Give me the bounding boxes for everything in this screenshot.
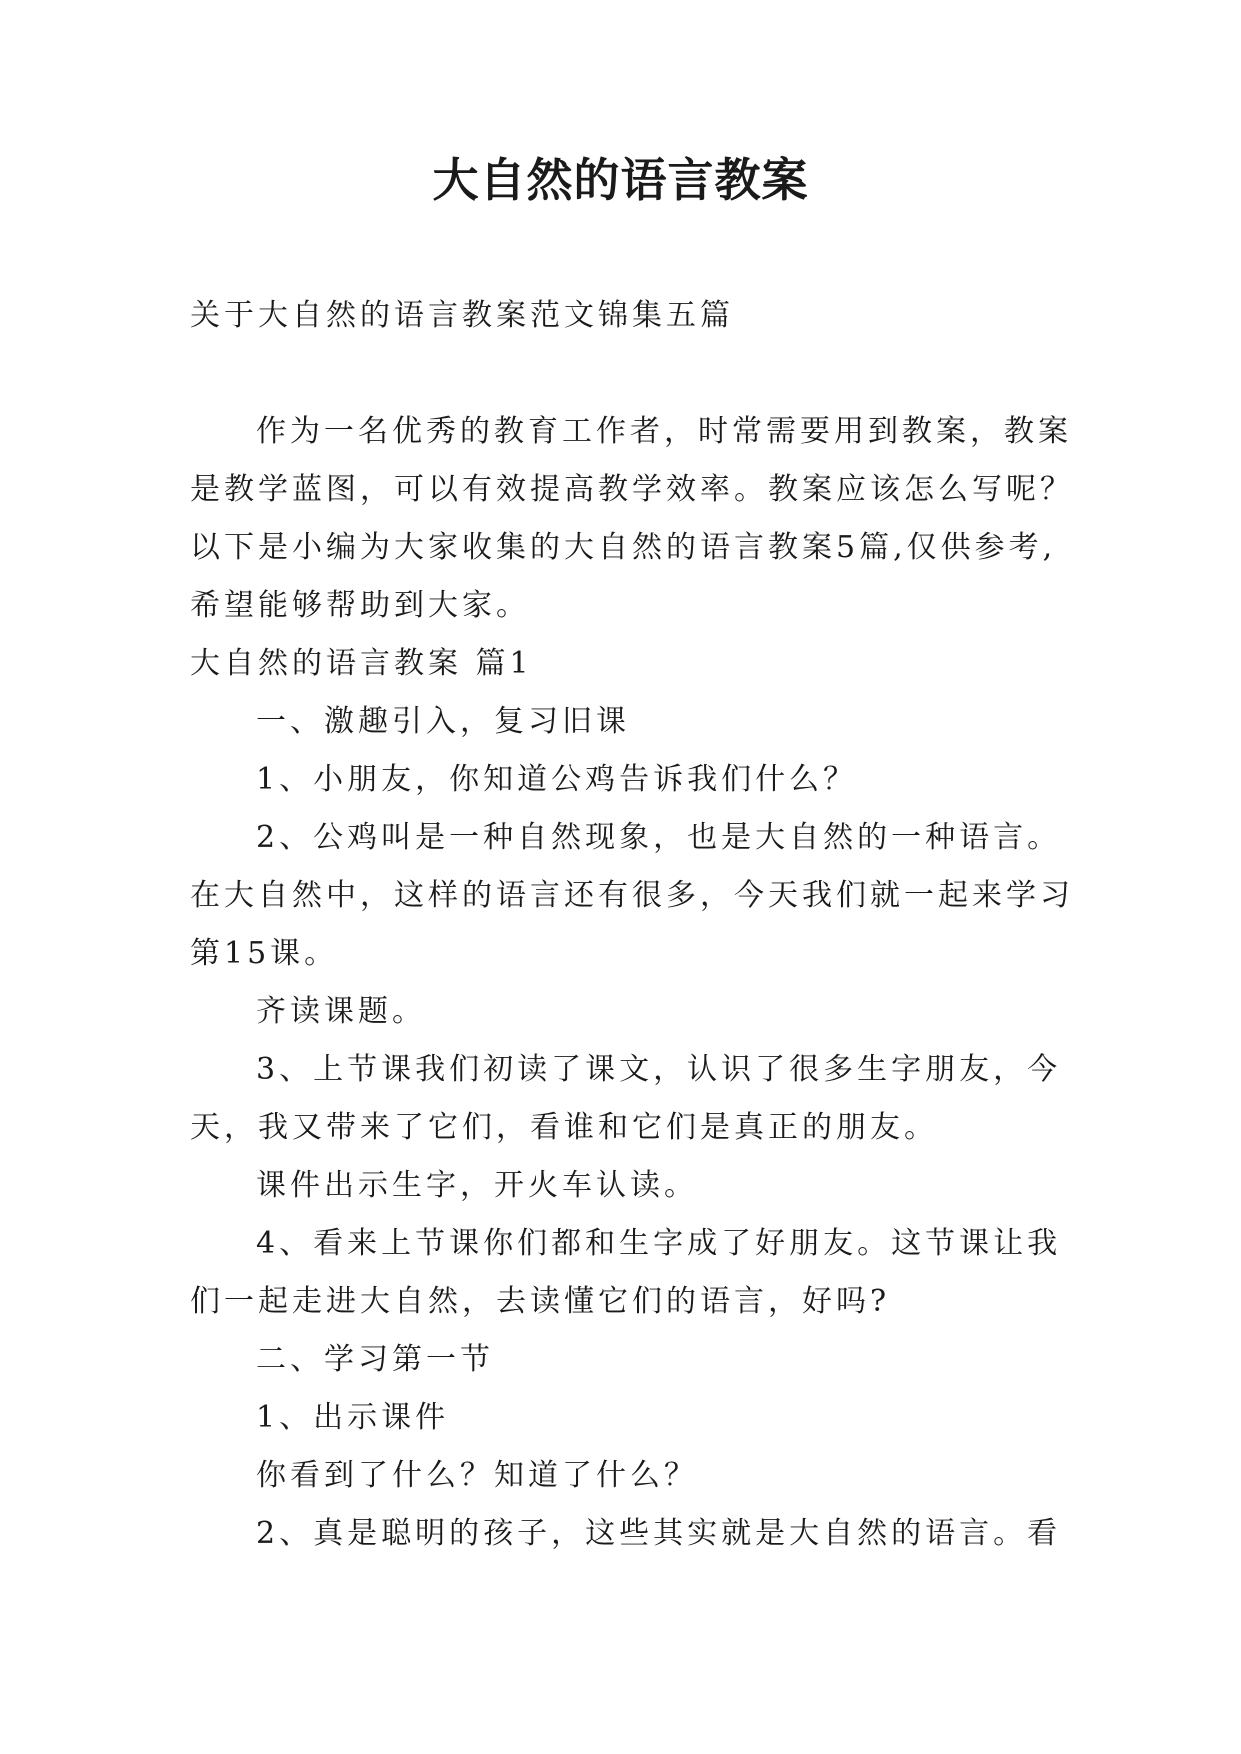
- paragraph-line: 在大自然中，这样的语言还有很多，今天我们就一起来学习: [190, 878, 1074, 913]
- paragraph-line: 2、公鸡叫是一种自然现象，也是大自然的一种语言。: [256, 820, 1062, 855]
- paragraph-line: 以下是小编为大家收集的大自然的语言教案5篇,仅供参考,: [190, 530, 1057, 565]
- paragraph-line: 作为一名优秀的教育工作者，时常需要用到教案，教案: [256, 414, 1072, 449]
- paragraph-line: 4、看来上节课你们都和生字成了好朋友。这节课让我: [256, 1226, 1062, 1261]
- paragraph-line: 课件出示生字，开火车认读。: [256, 1168, 698, 1203]
- paragraph-line: 是教学蓝图，可以有效提高教学效率。教案应该怎么写呢？: [190, 472, 1074, 507]
- document-title: 大自然的语言教案: [432, 153, 809, 207]
- paragraph-line: 一、激趣引入，复习旧课: [256, 704, 630, 739]
- paragraph-line: 2、真是聪明的孩子，这些其实就是大自然的语言。看: [256, 1516, 1062, 1551]
- paragraph-line: 你看到了什么？知道了什么？: [256, 1458, 698, 1493]
- paragraph-line: 希望能够帮助到大家。: [190, 588, 530, 623]
- paragraph-line: 二、学习第一节: [256, 1342, 494, 1377]
- paragraph-line: 第15课。: [190, 936, 339, 971]
- paragraph-line: 们一起走进大自然，去读懂它们的语言，好吗?: [190, 1284, 891, 1319]
- paragraph-line: 1、小朋友，你知道公鸡告诉我们什么？: [256, 762, 858, 797]
- paragraph-line: 天，我又带来了它们，看谁和它们是真正的朋友。: [190, 1110, 938, 1145]
- section-heading: 大自然的语言教案 篇1: [190, 646, 533, 681]
- document-subtitle: 关于大自然的语言教案范文锦集五篇: [190, 298, 734, 333]
- paragraph-line: 齐读课题。: [256, 994, 426, 1029]
- paragraph-line: 1、出示课件: [256, 1400, 450, 1435]
- paragraph-line: 3、上节课我们初读了课文，认识了很多生字朋友，今: [256, 1052, 1062, 1087]
